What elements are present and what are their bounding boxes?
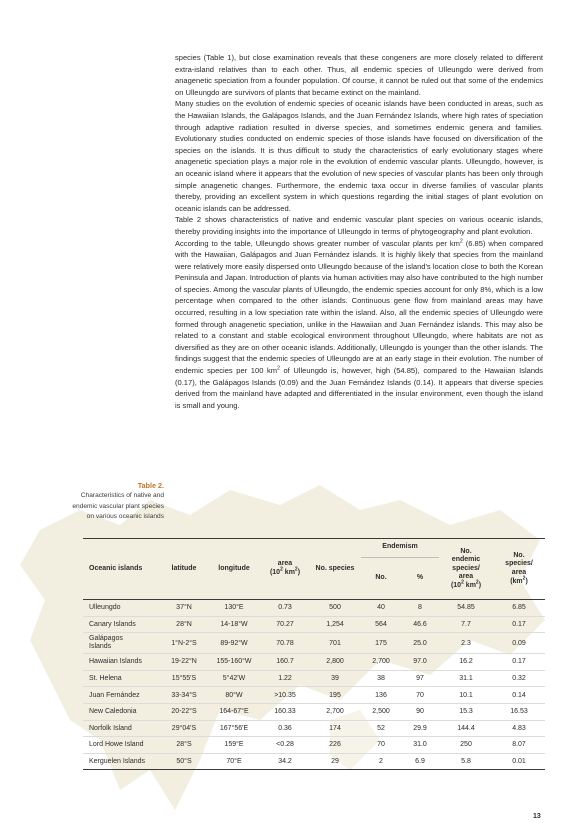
island-name-cell: Canary Islands: [83, 616, 161, 633]
table-cell: 33-34°S: [161, 687, 207, 704]
table-cell: 0.17: [493, 616, 545, 633]
table-cell: 701: [309, 633, 361, 654]
page-number: 13: [533, 813, 541, 820]
table-cell: 2,700: [361, 654, 401, 671]
table-cell: 70°E: [207, 753, 261, 770]
header-latitude: latitude: [161, 539, 207, 600]
table-cell: 2,700: [309, 703, 361, 720]
island-name-cell: Lord Howe Island: [83, 737, 161, 754]
table-row: [83, 703, 545, 720]
header-area: area ($10^2$ $km^2$): [261, 539, 309, 600]
paragraph-4: According to the table, Ulleungdo shows greater number of vascular plants per $km^2$ (6.85) when compared with the Hawaiian, Galápagos and Juan Fernández islands. It is highly likely that species from the mainland were relatively more easily dispersed onto Ulleungdo because of the island's location close to both the Korean Peninsula and Japan. Introduction of plants via human activities may also have contributed to the high number of species. Among the vascular plants of Ulleungdo, the endemic species account for only 8%, which is a low percentage when compared to the other islands. Continuous gene flow from mainland areas may have occurred, resulting in a low speciation rate within the island. Also, all the endemic species of Ulleungdo were formed through anagenetic speciation, unlike in the Hawaiian and Juan Fernández islands. This may also be related to a constant and stable ecological environment throughout Ulleungdo, where habitats are not as diversified as they are on other oceanic islands. Additionally, Ulleungdo is younger than the other islands. The findings suggest that the endemic species of Ulleungdo are at an early stage in their evolution. The number of endemic species per 100 $km^2$ of Ulleungdo is, however, high (54.85), compared to the Hawaiian Islands (0.17), the Galápagos Islands (0.09) and the Juan Fernández Islands (0.14). It appears that diverse species derived from the mainland have adapted and differentiated in the insular environment, even though the island is small and young.: [175, 237, 543, 410]
table-cell: 2,500: [361, 703, 401, 720]
table-cell: 564: [361, 616, 401, 633]
island-name-cell: Norfolk Island: [83, 720, 161, 737]
table-cell: 70.27: [261, 616, 309, 633]
table-cell: 0.36: [261, 720, 309, 737]
table-cell: 159°E: [207, 737, 261, 754]
header-island: Oceanic islands: [83, 539, 161, 600]
header-species-area: No. species/ area $(km^2)$: [493, 539, 545, 600]
table-row: [83, 737, 545, 754]
table-cell: 195: [309, 687, 361, 704]
table-cell: 70: [401, 687, 439, 704]
table-cell: 16.2: [439, 654, 493, 671]
table-cell: 0.17: [493, 654, 545, 671]
table-cell: 25.0: [401, 633, 439, 654]
table-cell: 80°W: [207, 687, 261, 704]
table-cell: 7.7: [439, 616, 493, 633]
table-cell: 46.6: [401, 616, 439, 633]
table-cell: 31.0: [401, 737, 439, 754]
header-longitude: longitude: [207, 539, 261, 600]
table-cell: 20-22°S: [161, 703, 207, 720]
header-endemism-percent: %: [401, 557, 439, 599]
table-cell: 97: [401, 670, 439, 687]
table-cell: 250: [439, 737, 493, 754]
table-cell: 29°04'S: [161, 720, 207, 737]
table-cell: 39: [309, 670, 361, 687]
table-cell: 0.09: [493, 633, 545, 654]
table-cell: 175: [361, 633, 401, 654]
table-cell: 155-160°W: [207, 654, 261, 671]
table-row: [83, 670, 545, 687]
table-cell: 15.3: [439, 703, 493, 720]
island-characteristics-table: [83, 538, 545, 770]
table-cell: 0.73: [261, 600, 309, 617]
table-row: [83, 753, 545, 770]
table-row: [83, 633, 545, 654]
table-cell: 167°56'E: [207, 720, 261, 737]
table-cell: 40: [361, 600, 401, 617]
table-cell: 34.2: [261, 753, 309, 770]
header-endemism-no: No.: [361, 557, 401, 599]
island-name-cell: Galápagos Islands: [83, 633, 161, 654]
table-cell: 52: [361, 720, 401, 737]
paragraph-2: Many studies on the evolution of endemic species of oceanic islands have been conducted in areas, such as the Hawaiian Islands, the Galápagos Islands, and the Juan Fernández Islands, where high rates of speciation through adaptive radiation resulted in diverse species, and sometimes endemic genera and families. Evolutionary studies conducted on endemic species of those islands have focused on diversification of the species on the islands. It is thus difficult to study the characteristics of early evolutionary stages where anagenetic speciation plays a major role in the evolution of endemic vascular plants. Ulleungdo, however, is an oceanic island where it appears that the evolution of new species of vascular plants has been only through simple anagenetic changes. Furthermore, the endemic taxa occur in diverse families of vascular plants thereby, providing an excellent system in which questions regarding the initial stages of plant evolution on oceanic islands can be addressed.: [175, 99, 543, 213]
table-cell: 10.1: [439, 687, 493, 704]
table-cell: 8.07: [493, 737, 545, 754]
table-cell: 19-22°N: [161, 654, 207, 671]
table-cell: 160.33: [261, 703, 309, 720]
table-row: [83, 720, 545, 737]
table-cell: 1,254: [309, 616, 361, 633]
island-name-cell: New Caledonia: [83, 703, 161, 720]
table-cell: 5°42'W: [207, 670, 261, 687]
table-cell: 130°E: [207, 600, 261, 617]
table-cell: 31.1: [439, 670, 493, 687]
table-cell: 164-67°E: [207, 703, 261, 720]
table-cell: 29: [309, 753, 361, 770]
paragraph-1: species (Table 1), but close examination reveals that these congeners are more closely related to different extra-island relatives than to each other. Thus, all endemic species of Ulleungdo were derived from anagenetic speciation from a founder population. Of course, it cannot be ruled out that some of the endemics on Ulleungdo are survivors of plants that became extinct on the mainland.: [175, 53, 543, 97]
table-cell: 29.9: [401, 720, 439, 737]
table-cell: 0.01: [493, 753, 545, 770]
table-caption-text: Characteristics of native and endemic vascular plant species on various oceanic islands: [72, 492, 164, 521]
table-cell: 15°55'S: [161, 670, 207, 687]
table-cell: 2.3: [439, 633, 493, 654]
table-cell: 0.14: [493, 687, 545, 704]
table-cell: 144.4: [439, 720, 493, 737]
paragraph-3: Table 2 shows characteristics of native and endemic vascular plant species on various oceanic islands, thereby providing insights into the importance of Ulleungdo in terms of phytogeography and plant evolution.: [175, 215, 543, 236]
header-endemism: Endemism: [361, 539, 439, 558]
table-cell: 1°N-2°S: [161, 633, 207, 654]
table-cell: 90: [401, 703, 439, 720]
table-cell: 38: [361, 670, 401, 687]
island-name-cell: Juan Fernández: [83, 687, 161, 704]
table-cell: 28°N: [161, 616, 207, 633]
table-cell: 6.9: [401, 753, 439, 770]
island-table-wrapper: [83, 538, 545, 770]
table-cell: 1.22: [261, 670, 309, 687]
table-cell: 160.7: [261, 654, 309, 671]
table-cell: 5.8: [439, 753, 493, 770]
island-name-cell: St. Helena: [83, 670, 161, 687]
island-name-cell: Hawaiian Islands: [83, 654, 161, 671]
table-cell: 226: [309, 737, 361, 754]
island-name-cell: Kerguelen Islands: [83, 753, 161, 770]
table-cell: 14-18°W: [207, 616, 261, 633]
table-cell: 8: [401, 600, 439, 617]
table-caption-title: Table 2.: [137, 481, 164, 490]
table-cell: 54.85: [439, 600, 493, 617]
table-cell: 174: [309, 720, 361, 737]
table-cell: 16.53: [493, 703, 545, 720]
table-body: [83, 600, 545, 770]
header-no-species: No. species: [309, 539, 361, 600]
table-cell: 89-92°W: [207, 633, 261, 654]
table-cell: 2: [361, 753, 401, 770]
header-endemic-species-area: No. endemic species/ area ($10^2$ $km^2$): [439, 539, 493, 600]
body-text: [175, 52, 543, 411]
table-cell: >10.35: [261, 687, 309, 704]
table-cell: 97.0: [401, 654, 439, 671]
table-cell: <0.28: [261, 737, 309, 754]
table-cell: 50°S: [161, 753, 207, 770]
table-cell: 70: [361, 737, 401, 754]
table-cell: 136: [361, 687, 401, 704]
table-cell: 6.85: [493, 600, 545, 617]
table-row: [83, 687, 545, 704]
table-cell: 0.32: [493, 670, 545, 687]
table-row: [83, 616, 545, 633]
island-name-cell: Ulleungdo: [83, 600, 161, 617]
table-cell: 28°S: [161, 737, 207, 754]
table-cell: 2,800: [309, 654, 361, 671]
table-cell: 4.83: [493, 720, 545, 737]
table-cell: 37°N: [161, 600, 207, 617]
table-cell: 500: [309, 600, 361, 617]
table-row: [83, 654, 545, 671]
table-cell: 70.78: [261, 633, 309, 654]
table-row: [83, 600, 545, 617]
table-caption: [70, 480, 164, 523]
